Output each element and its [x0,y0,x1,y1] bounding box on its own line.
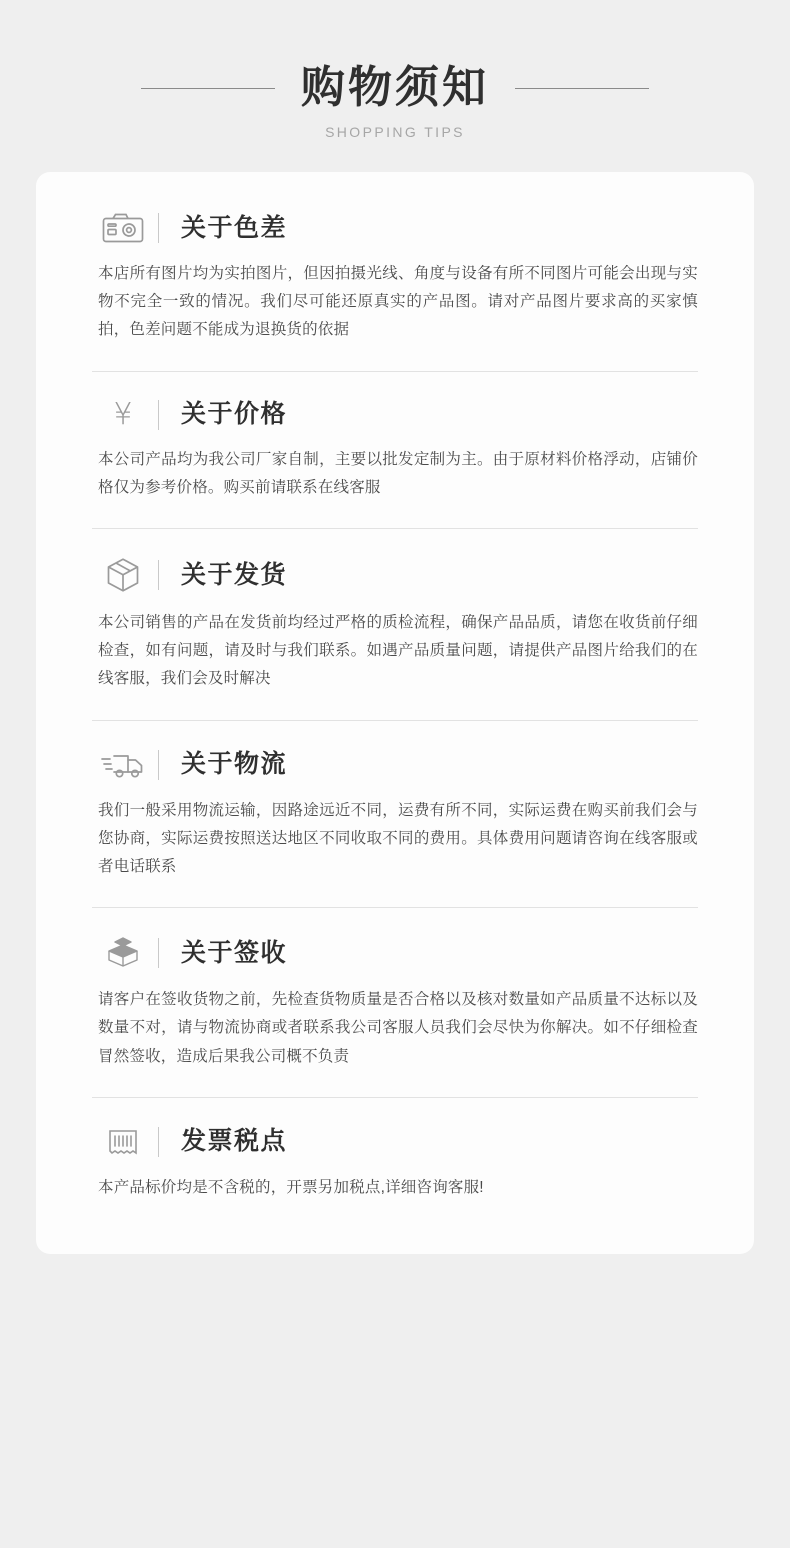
header-separator [158,213,159,243]
invoice-icon [92,1126,154,1158]
page-title: 购物须知 [301,63,489,112]
box-icon [92,557,154,593]
section-divider [92,371,698,372]
shopping-tips-card [36,172,754,1254]
section-price [36,396,754,502]
section-body: 本公司销售的产品在发货前均经过严格的质检流程，确保产品品质，请您在收货前仔细检查，如有问题，请及时与我们联系。如遇产品质量问题，请提供产品图片给我们的在线客服，我们会及时解决 [98,614,698,688]
section-body: 请客户在签收货物之前，先检查货物质量是否合格以及核对数量如产品质量不达标以及数量不对，请与物流协商或者联系我公司客服人员我们会尽快为你解决。如不仔细检查冒然签收，造成后果我公司概不负责 [98,991,698,1065]
header-separator [158,1127,159,1157]
header-separator [158,750,159,780]
header-separator [158,560,159,590]
title-rule-left [141,88,275,89]
header-separator [158,938,159,968]
section-color-difference [36,212,754,345]
section-header [92,1126,698,1158]
section-header [92,749,698,781]
title-rule-right [515,88,649,89]
title-row [0,63,790,112]
section-shipping [36,557,754,694]
section-divider [92,907,698,908]
section-body: 本公司产品均为我公司厂家自制，主要以批发定制为主。由于原材料价格浮动，店铺价格仅为参考价格。购买前请联系在线客服 [98,450,698,496]
page-header [0,0,790,140]
section-body: 本产品标价均是不含税的，开票另加税点,详细咨询客服! [98,1178,484,1196]
page-subtitle: SHOPPING TIPS [325,124,465,140]
section-logistics [36,749,754,882]
section-header [92,396,698,432]
section-title: 关于签收 [181,938,288,967]
section-divider [92,1097,698,1098]
section-header [92,936,698,970]
section-title: 发票税点 [181,1127,288,1156]
section-header [92,557,698,593]
truck-icon [92,749,154,781]
section-title: 关于发货 [181,560,288,589]
section-title: 关于物流 [181,750,288,779]
section-body: 我们一般采用物流运输，因路途远近不同，运费有所不同，实际运费在购买前我们会与您协商，实际运费按照送达地区不同收取不同的费用。具体费用问题请咨询在线客服或者电话联系 [98,801,698,876]
section-invoice [36,1126,754,1202]
header-separator [158,400,159,430]
yen-icon: ¥ [113,396,133,432]
camera-icon [92,212,154,244]
open-box-icon [92,936,154,970]
section-receipt [36,936,754,1071]
section-divider [92,720,698,721]
section-divider [92,528,698,529]
section-title: 关于价格 [181,400,288,429]
section-body: 本店所有图片均为实拍图片，但因拍摄光线、角度与设备有所不同图片可能会出现与实物不完全一致的情况。我们尽可能还原真实的产品图。请对产品图片要求高的买家慎拍，色差问题不能成为退换货的依据 [98,265,698,339]
section-header [92,212,698,244]
section-title: 关于色差 [181,213,288,242]
